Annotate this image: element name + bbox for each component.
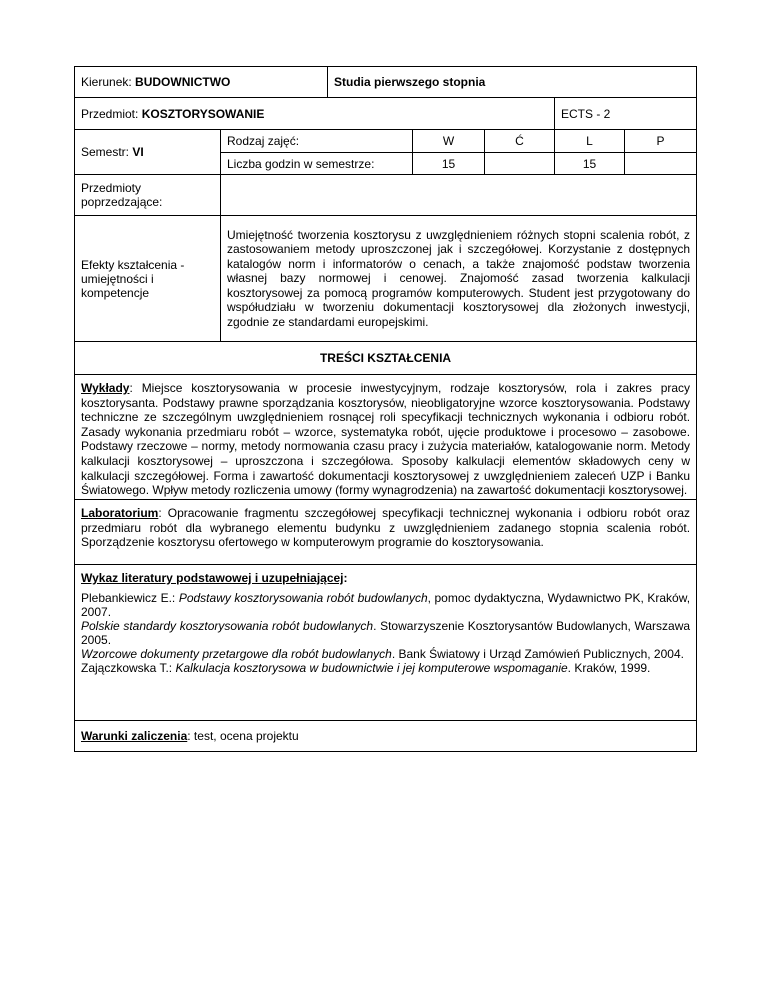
literature-item bbox=[81, 661, 690, 675]
lectures-cell bbox=[75, 375, 697, 500]
lab-label: Laboratorium bbox=[81, 506, 159, 520]
conditions-label: Warunki zaliczenia bbox=[81, 729, 188, 743]
literature-publisher: , pomoc dydaktyczna, Wydawnictwo PK, Kraków, 2007. bbox=[81, 591, 691, 619]
type-w: W bbox=[413, 130, 485, 153]
studia-cell: Studia pierwszego stopnia bbox=[328, 67, 697, 98]
literature-heading bbox=[81, 571, 690, 585]
kierunek-label: Kierunek: bbox=[81, 75, 132, 89]
conditions-text: : test, ocena projektu bbox=[187, 729, 299, 743]
ects-cell: ECTS - 2 bbox=[555, 98, 697, 130]
liczba-label: Liczba godzin w semestrze: bbox=[221, 153, 413, 175]
literature-publisher: . Stowarzyszenie Kosztorysantów Budowlanych, Warszawa 2005. bbox=[81, 619, 691, 647]
row-outcomes bbox=[75, 216, 697, 342]
literature-item bbox=[81, 647, 690, 661]
prereq-value bbox=[221, 175, 697, 216]
row-literature bbox=[75, 565, 697, 721]
lab-text: : Opracowanie fragmentu szczegółowej specyfikacji technicznej wykonania i odbioru robót oraz przedmiaru robót dla wybranego elementu budynku z uwzględnieniem zadanego stopnia scalenia robót. Sporządzenie kosztorysu ofertowego w komputerowym programie do kosztorysowania. bbox=[81, 506, 691, 550]
row-rodzaj bbox=[75, 130, 697, 153]
literature-colon: : bbox=[343, 571, 348, 585]
rodzaj-label: Rodzaj zajęć: bbox=[221, 130, 413, 153]
syllabus-table bbox=[74, 66, 697, 752]
literature-book-title: Kalkulacja kosztorysowa w budownictwie i jej komputerowe wspomaganie bbox=[175, 661, 568, 675]
literature-publisher: . Bank Światowy i Urząd Zamówień Publicznych, 2004. bbox=[391, 647, 684, 661]
kierunek-cell bbox=[75, 67, 328, 98]
row-lab bbox=[75, 500, 697, 565]
literature-cell bbox=[75, 565, 697, 721]
type-c: Ć bbox=[485, 130, 555, 153]
semestr-label: Semestr: bbox=[81, 145, 130, 159]
type-l: L bbox=[555, 130, 625, 153]
przedmiot-label: Przedmiot: bbox=[81, 106, 139, 121]
literature-title: Wykaz literatury podstawowej i uzupełniającej bbox=[81, 571, 344, 585]
lectures-label: Wykłady bbox=[81, 381, 130, 395]
row-przedmiot bbox=[75, 98, 697, 130]
conditions-cell bbox=[75, 721, 697, 752]
semestr-value: VI bbox=[132, 145, 144, 159]
hours-l: 15 bbox=[555, 153, 625, 175]
hours-c bbox=[485, 153, 555, 175]
literature-book-title: Wzorcowe dokumenty przetargowe dla robót budowlanych bbox=[81, 647, 392, 661]
semestr-cell bbox=[75, 130, 221, 175]
row-kierunek bbox=[75, 67, 697, 98]
content-title: TREŚCI KSZTAŁCENIA bbox=[75, 342, 697, 375]
literature-book-title: Podstawy kosztorysowania robót budowlanych bbox=[178, 591, 428, 605]
hours-w: 15 bbox=[413, 153, 485, 175]
type-p: P bbox=[625, 130, 697, 153]
row-content-title bbox=[75, 342, 697, 375]
row-conditions bbox=[75, 721, 697, 752]
literature-author: Zajączkowska T.: bbox=[81, 661, 176, 675]
lab-cell bbox=[75, 500, 697, 565]
przedmiot-value: KOSZTORYSOWANIE bbox=[141, 106, 265, 121]
literature-author: Plebankiewicz E.: bbox=[81, 591, 179, 605]
kierunek-value: BUDOWNICTWO bbox=[135, 75, 231, 89]
lectures-text: : Miejsce kosztorysowania w procesie inwestycyjnym, rodzaje kosztorysów, rola i zakres pracy kosztorysanta. Podstawy prawne sporządzania kosztorysów, nieobligatoryjne wzorce kosztorysowania. Podstawy techniczne ze szczególnym uwzględnieniem rosnącej roli specyfikacji technicznych wykonania i odbioru robót. Zasady wykonania przedmiaru robót – wzorce, systematyka robót, ujęcie produktowe i procesowo – zasobowe. Podstawy rzeczowe – normy, metody normowania czasu pracy i zużycia materiałów, katalogowanie norm. Metody kalkulacji kosztorysowej – uproszczona i szczegółowa. Sposoby kalkulacji elementów składowych ceny w kalkulacji szczegółowej. Forma i zawartość dokumentacji kosztorysowej z uwzględnieniem zaleceń UZP i Banku Światowego. Wpływ metody rozliczenia umowy (formy wynagrodzenia) na zawartość dokumentacji kosztorysowej. bbox=[81, 381, 691, 498]
literature-book-title: Polskie standardy kosztorysowania robót budowlanych bbox=[81, 619, 374, 633]
literature-item bbox=[81, 591, 690, 619]
row-prereq bbox=[75, 175, 697, 216]
outcomes-text: Umiejętność tworzenia kosztorysu z uwzględnieniem różnych stopni scalenia robót, z zastosowaniem metody uproszczonej jak i szczegółowej. Korzystanie z dostępnych katalogów norm i informatorów o cenach, a także znajomość podstaw tworzenia własnej bazy normowej i cenowej. Znajomość zasad tworzenia kalkulacji kosztorysowej za pomocą programów komputerowych. Student jest przygotowany do współudziału w tworzeniu dokumentacji kosztorysowej dla złożonych inwestycji, zgodnie ze standardami europejskimi. bbox=[221, 216, 697, 342]
hours-p bbox=[625, 153, 697, 175]
prereq-label: Przedmioty poprzedzające: bbox=[75, 175, 221, 216]
row-lectures bbox=[75, 375, 697, 500]
literature-publisher: . Kraków, 1999. bbox=[567, 661, 651, 675]
literature-item bbox=[81, 619, 690, 647]
przedmiot-cell bbox=[75, 98, 555, 130]
outcomes-label: Efekty kształcenia - umiejętności i kompetencje bbox=[75, 216, 221, 342]
